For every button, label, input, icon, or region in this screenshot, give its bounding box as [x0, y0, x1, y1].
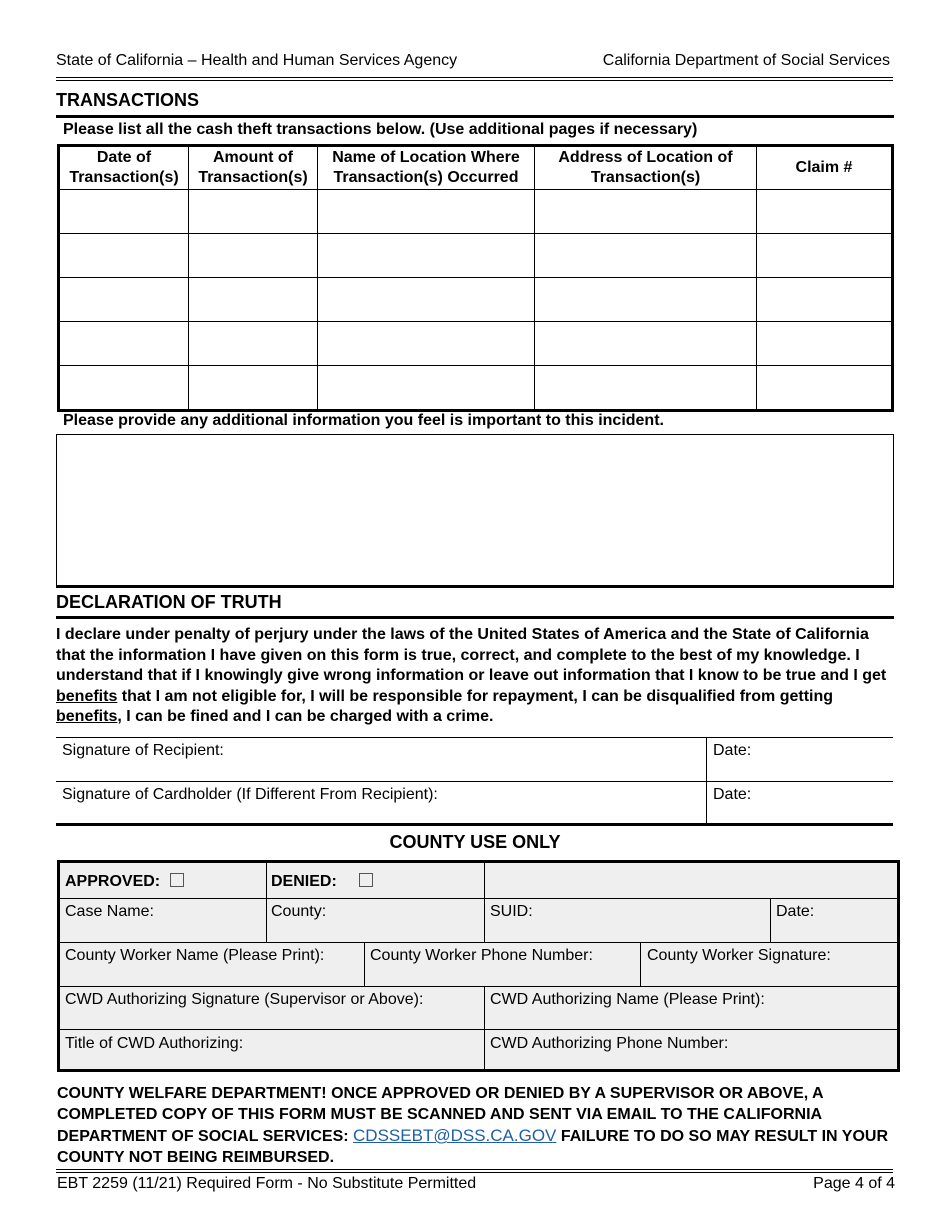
claim-cell[interactable] — [757, 190, 893, 234]
amount-cell[interactable] — [189, 234, 318, 278]
amount-cell[interactable] — [189, 366, 318, 411]
table-row — [59, 234, 893, 278]
page-number: Page 4 of 4 — [813, 1175, 895, 1192]
location-address-cell[interactable] — [535, 278, 757, 322]
signature-bottom-rule — [56, 823, 893, 826]
date-cell[interactable] — [59, 190, 189, 234]
recipient-signature-row — [56, 737, 893, 781]
declaration-title: DECLARATION OF TRUTH — [56, 592, 282, 612]
cardholder-date-field[interactable]: Date: — [713, 786, 752, 803]
footer-rule — [56, 1169, 893, 1173]
cwd-phone-field[interactable]: CWD Authorizing Phone Number: — [490, 1035, 729, 1052]
location-name-cell[interactable] — [318, 234, 535, 278]
recipient-date-field[interactable]: Date: — [713, 742, 752, 759]
worker-name-field[interactable]: County Worker Name (Please Print): — [65, 947, 325, 964]
worker-phone-field[interactable]: County Worker Phone Number: — [370, 947, 593, 964]
cwd-title-field[interactable]: Title of CWD Authorizing: — [65, 1035, 244, 1052]
location-address-cell[interactable] — [535, 234, 757, 278]
county-notice: COUNTY WELFARE DEPARTMENT! ONCE APPROVED OR DENIED BY A SUPERVISOR OR ABOVE, A COMPLETED COPY OF THIS FORM MUST BE SCANNED AND SENT VIA EMAIL TO THE CALIFORNIA DEPARTMENT OF SOCIAL SERVICES: CDSSEBT@DSS.CA.GOV FAILURE TO DO SO MAY RESULT IN YOUR COUNTY NOT BEING REIMBURSED. — [57, 1085, 888, 1166]
additional-info-textarea[interactable] — [56, 434, 894, 588]
cardholder-signature-row — [56, 781, 893, 825]
location-address-cell[interactable] — [535, 322, 757, 366]
additional-info-prompt: Please provide any additional information you feel is important to this incident. — [63, 412, 664, 429]
amount-cell[interactable] — [189, 322, 318, 366]
date-cell[interactable] — [59, 366, 189, 411]
signature-block — [56, 737, 893, 825]
benefits-link: benefits — [56, 708, 118, 725]
claim-cell[interactable] — [757, 234, 893, 278]
denied-checkbox[interactable] — [359, 873, 373, 887]
header-agency: State of California – Health and Human Services Agency — [56, 52, 458, 69]
claim-cell[interactable] — [757, 278, 893, 322]
transactions-title: TRANSACTIONS — [56, 90, 199, 110]
cwd-name-field[interactable]: CWD Authorizing Name (Please Print): — [490, 991, 765, 1008]
cardholder-signature-field[interactable]: Signature of Cardholder (If Different From Recipient): — [62, 786, 438, 803]
cwd-signature-field[interactable]: CWD Authorizing Signature (Supervisor or Above): — [65, 991, 424, 1008]
date-cell[interactable] — [59, 234, 189, 278]
date-cell[interactable] — [59, 278, 189, 322]
location-address-cell[interactable] — [535, 366, 757, 411]
claim-cell[interactable] — [757, 322, 893, 366]
location-name-cell[interactable] — [318, 278, 535, 322]
county-date-field[interactable]: Date: — [776, 903, 815, 920]
transactions-rule — [56, 115, 894, 118]
recipient-signature-field[interactable]: Signature of Recipient: — [62, 742, 224, 759]
suid-field[interactable]: SUID: — [490, 903, 533, 920]
declaration-rule — [56, 616, 894, 619]
date-cell[interactable] — [59, 322, 189, 366]
case-name-field[interactable]: Case Name: — [65, 903, 154, 920]
col-claim-header: Claim # — [757, 146, 893, 190]
county-use-title: COUNTY USE ONLY — [389, 832, 561, 852]
table-row — [59, 366, 893, 411]
location-name-cell[interactable] — [318, 322, 535, 366]
approved-checkbox[interactable] — [170, 873, 184, 887]
table-row — [59, 322, 893, 366]
header-department: California Department of Social Services — [602, 52, 890, 69]
county-use-table — [57, 860, 900, 1072]
benefits-link: benefits — [56, 687, 118, 705]
cdss-email-link[interactable]: CDSSEBT@DSS.CA.GOV — [353, 1126, 557, 1145]
location-address-cell[interactable] — [535, 190, 757, 234]
transactions-instruction: Please list all the cash theft transactions below. (Use additional pages if necessary) — [63, 121, 698, 138]
col-location-name-header: Name of Location Where Transaction(s) Occurred — [318, 146, 535, 190]
col-date-header: Date of Transaction(s) — [59, 146, 189, 190]
col-location-address-header: Address of Location of Transaction(s) — [535, 146, 757, 190]
form-id: EBT 2259 (11/21) Required Form - No Substitute Permitted — [57, 1175, 477, 1192]
header-rule — [56, 77, 893, 81]
col-amount-header: Amount of Transaction(s) — [189, 146, 318, 190]
location-name-cell[interactable] — [318, 366, 535, 411]
amount-cell[interactable] — [189, 190, 318, 234]
amount-cell[interactable] — [189, 278, 318, 322]
table-row — [59, 190, 893, 234]
county-field[interactable]: County: — [271, 903, 327, 920]
denied-option[interactable]: DENIED: — [271, 873, 373, 891]
approved-option[interactable]: APPROVED: — [65, 873, 184, 891]
claim-cell[interactable] — [757, 366, 893, 411]
table-row — [59, 278, 893, 322]
transactions-table — [57, 144, 894, 412]
worker-signature-field[interactable]: County Worker Signature: — [647, 947, 831, 964]
location-name-cell[interactable] — [318, 190, 535, 234]
declaration-text: I declare under penalty of perjury under the laws of the United States of America and the State of California that the information I have given on this form is true, correct, and complete to the best of my knowledge. I understand that if I knowingly give wrong information or leave out information that I know to be true and I get benefits that I am not eligible for, I will be responsible for repayment, I can be disqualified from getting benefits, I can be fined and I can be charged with a crime. — [56, 626, 887, 725]
